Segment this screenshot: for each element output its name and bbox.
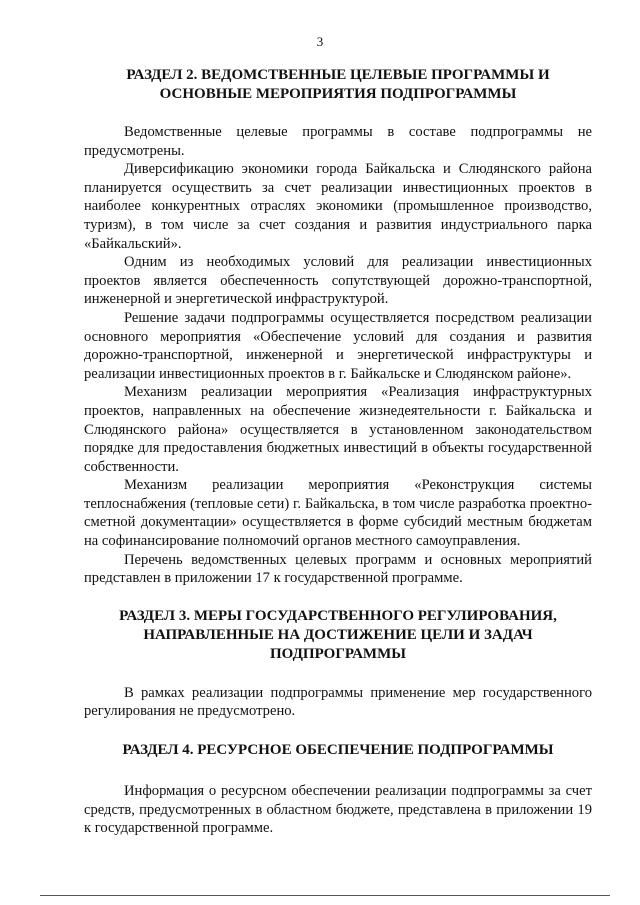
page-number: 3 [316, 34, 324, 49]
paragraph: Ведомственные целевые программы в составе подпрограммы не предусмотрены. [84, 124, 592, 159]
paragraph: Механизм реализации мероприятия «Реконструкция системы теплоснабжения (тепловые сети) г. Байкальска, в том числе разработка проектно-сметной документации» осуществляется в форме субсидий местным бюджетам на софинансирование полномочий органов местного самоуправления. [84, 477, 592, 550]
section-4-heading: РАЗДЕЛ 4. РЕСУРСНОЕ ОБЕСПЕЧЕНИЕ ПОДПРОГРАММЫ [122, 742, 554, 759]
paragraph: Одним из необходимых условий для реализации инвестиционных проектов является обеспеченность сопутствующей дорожно-транспортной, инженерной и энергетической инфраструктурой. [84, 254, 592, 308]
page-content [84, 66, 592, 838]
paragraph: Диверсификацию экономики города Байкальска и Слюдянского района планируется осуществить за счет реализации инвестиционных проектов в наиболее конкурентных отраслях экономики (промышленное производство, туризм), в том числе за счет создания и развития индустриального парка «Байкальский». [84, 161, 592, 252]
paragraph: Перечень ведомственных целевых программ и основных мероприятий представлен в приложении 17 к государственной программе. [84, 551, 592, 587]
paragraph: В рамках реализации подпрограммы применение мер государственного регулирования не предусмотрено. [84, 684, 592, 720]
paragraph: Информация о ресурсном обеспечении реализации подпрограммы за счет средств, предусмотренных в областном бюджете, представлена в приложении 19 к государственной программе. [84, 783, 592, 837]
paragraph: Решение задачи подпрограммы осуществляется посредством реализации основного мероприятия «Обеспечение условий для создания и развития дорожно-транспортной, инженерной и энергетической инфраструктуры и реализации инвестиционных проектов в г. Байкальске и Слюдянском районе». [84, 309, 592, 382]
scan-bottom-edge [40, 895, 610, 896]
section-2-heading: РАЗДЕЛ 2. ВЕДОМСТВЕННЫЕ ЦЕЛЕВЫЕ ПРОГРАММЫ И ОСНОВНЫЕ МЕРОПРИЯТИЯ ПОДПРОГРАММЫ [126, 67, 550, 102]
section-3-heading: РАЗДЕЛ 3. МЕРЫ ГОСУДАРСТВЕННОГО РЕГУЛИРОВАНИЯ, НАПРАВЛЕННЫЕ НА ДОСТИЖЕНИЕ ЦЕЛИ И ЗАДАЧ ПОДПРОГРАММЫ [119, 607, 557, 662]
paragraph: Механизм реализации мероприятия «Реализация инфраструктурных проектов, направленных на обеспечение жизнедеятельности г. Байкальска и Слюдянского района» осуществляется в установленном законодательством порядке для предоставления бюджетных инвестиций в объекты государственной собственности. [84, 384, 592, 475]
